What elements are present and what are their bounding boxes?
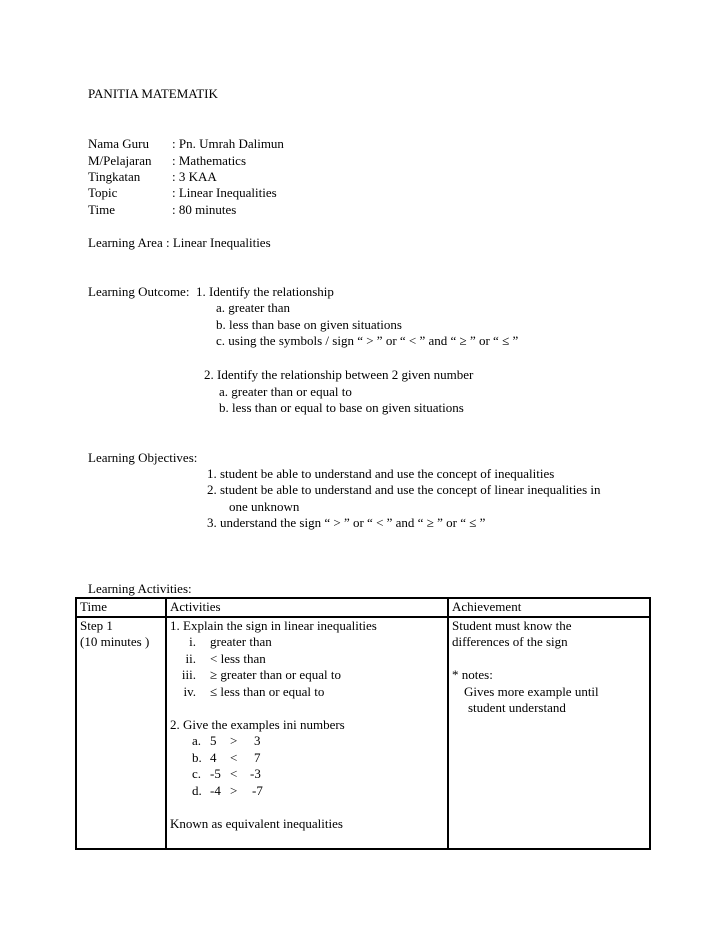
activity-1-title: 1. Explain the sign in linear inequalities [170,617,377,633]
outcome-2-item: a. greater than or equal to [219,384,352,399]
department-title: PANITIA MATEMATIK [88,86,218,101]
objective-item: 2. student be able to understand and use the concept of linear inequalities in [207,482,601,497]
detail-label: Time [88,202,115,217]
learning-objectives-label: Learning Objectives: [88,450,198,465]
detail-label: Topic [88,185,118,200]
learning-outcome-label: Learning Outcome: [88,284,190,299]
achievement-line: differences of the sign [452,634,568,649]
list-item: iv. ≤ less than or equal to [183,683,325,699]
learning-activities-label: Learning Activities: [88,581,192,596]
achievement-cell [448,617,650,850]
list-item: i. greater than [189,634,272,649]
objective-item-continued: one unknown [229,499,300,514]
objective-item: 3. understand the sign “ > ” or “ < ” and “ ≥ ” or “ ≤ ” [207,515,486,530]
outcome-2-item: b. less than or equal to base on given situations [219,400,464,415]
header-achievement: Achievement [448,598,650,617]
detail-value: : Mathematics [172,153,247,168]
table-header-row [76,598,650,617]
detail-value: : 80 minutes [172,202,237,217]
time-cell [76,617,166,850]
header-activities: Activities [166,598,448,617]
activities-cell [166,617,448,850]
outcome-1-title: 1. Identify the relationship [196,284,334,299]
outcome-1-item: a. greater than [216,300,290,315]
outcome-1-item: b. less than base on given situations [216,317,402,332]
activities-table [75,597,651,850]
table-row [76,617,650,850]
notes-label: * notes: [452,667,493,682]
detail-value: : Pn. Umrah Dalimun [172,136,284,151]
example-item: b. 4 < 7 [192,749,261,765]
note-line: student understand [468,700,566,715]
equivalent-note: Known as equivalent inequalities [170,815,343,831]
detail-label: M/Pelajaran [88,153,152,168]
achievement-line: Student must know the [452,617,572,633]
header-time: Time [76,598,166,617]
detail-value: : Linear Inequalities [172,185,277,200]
example-item: c. -5 < -3 [192,766,261,781]
note-line: Gives more example until [464,683,599,699]
step-duration: (10 minutes ) [80,634,150,649]
example-item: d. -4 > -7 [192,782,263,798]
objective-item: 1. student be able to understand and use the concept of inequalities [207,466,555,481]
detail-label: Tingkatan [88,169,141,184]
outcome-1-item: c. using the symbols / sign “ > ” or “ < ” and “ ≥ ” or “ ≤ ” [216,333,519,348]
detail-label: Nama Guru [88,136,150,151]
detail-value: : 3 KAA [172,169,217,184]
outcome-2-title: 2. Identify the relationship between 2 given number [204,367,474,382]
learning-area: Learning Area : Linear Inequalities [88,235,271,250]
activity-2-title: 2. Give the examples ini numbers [170,716,345,732]
list-item: iii. ≥ greater than or equal to [181,667,341,682]
step-label: Step 1 [80,617,113,633]
list-item: ii. < less than [185,650,266,666]
example-item: a. 5 > 3 [192,733,261,748]
